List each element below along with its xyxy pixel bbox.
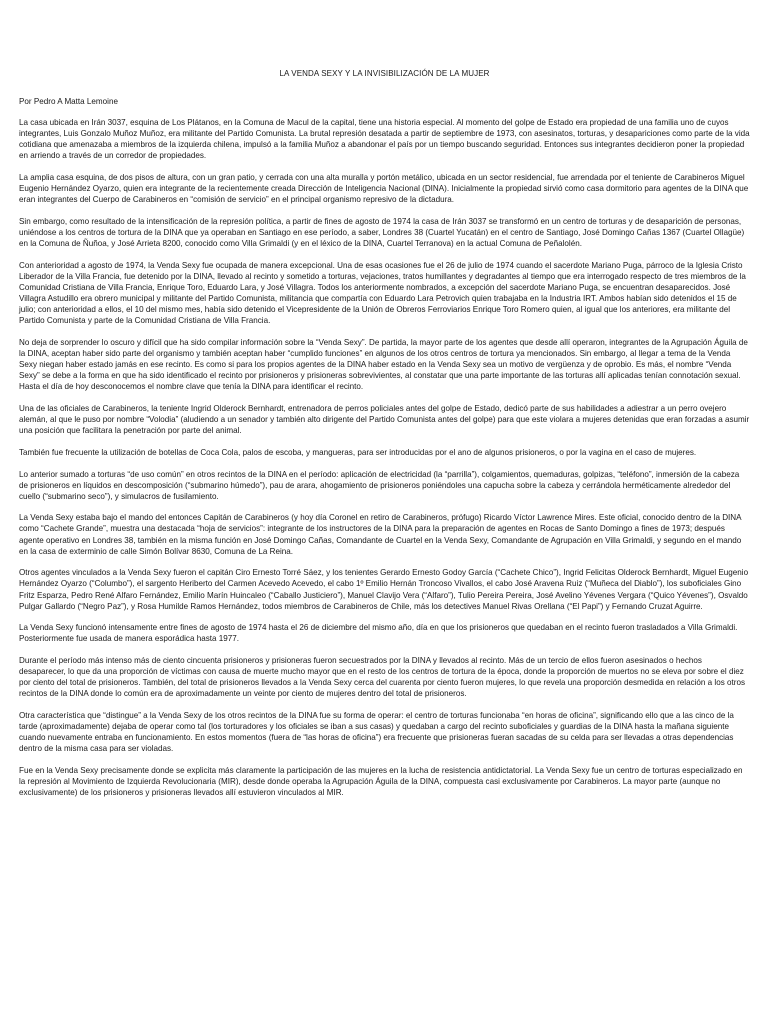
paragraph-9: La Venda Sexy estaba bajo el mando del entonces Capitán de Carabineros (y hoy día Coronel en retiro de Carabineros, prófugo) Ricardo Víctor Lawrence Mires. Este oficial, conocido dentro de la DINA como “Cachete Grande”, muestra una destacada “hoja de servicios”: integrante de los instructores de la DINA para la preparación de agentes en Rocas de Santo Domingo a fines de 1973; después agente operativo en Londres 38, también en la misma función en José Domingo Cañas, Comandante de Cuartel en la Venda Sexy, Comandante de Agrupación en Villa Grimaldi, y segundo en el mando en la casa de exterminio de calle Simón Bolívar 8630, Comuna de La Reina. xyxy=(19,513,742,556)
paragraph-14: Fue en la Venda Sexy precisamente donde se explicita más claramente la participación de las mujeres en la lucha de resistencia antidictatorial. La Venda Sexy fue un centro de torturas especializado en la represión al Movimiento de Izquierda Revolucionaria (MIR), desde donde operaba la Agrupación Águila de la DINA, compuesta casi exclusivamente por Carabineros. La mayor parte (aunque no exclusivamente) de los prisioneros y prisioneras llevados allí estuvieron vinculados al MIR. xyxy=(19,766,743,798)
paragraph-10: Otros agentes vinculados a la Venda Sexy fueron el capitán Ciro Ernesto Torré Sáez, y los tenientes Gerardo Ernesto Godoy García (“Cachete Chico”), Ingrid Felicitas Olderock Bernhardt, Miguel Eugenio Hernández Oyarzo (“Columbo”), el sargento Heriberto del Carmen Acevedo Acevedo, el cabo 1º Emilio Hernán Troncoso Vivallos, el cabo José Aravena Ruiz (“Muñeca del Diablo”), los suboficiales Gino Fritz Esparza, Pedro René Alfaro Fernández, Emilio Marín Huincaleo (“Caballo Justiciero”), Manuel Clavijo Vera (“Alfaro”), Tulio Pereira Pereira, José Avelino Yévenes Vergara (“Quico Yévenes”), Osvaldo Pulgar Gallardo (“Negro Paz”), y Rosa Humilde Ramos Hernández, todos miembros de Carabineros de Chile, más los detectives Manuel Rivas Orellana (“El Papi”) y Fernando Cruzat Aguirre. xyxy=(19,568,749,611)
paragraph-4: Con anterioridad a agosto de 1974, la Venda Sexy fue ocupada de manera excepcional. Una de esas ocasiones fue el 26 de julio de 1974 cuando el sacerdote Mariano Puga, párroco de la Iglesia Cristo Liberador de la Villa Francia, fue detenido por la DINA, llevado al recinto y sometido a torturas, vejaciones, tratos humillantes y degradantes al tiempo que era interrogado respecto de tres miembros de la Comunidad Cristiana de Villa Francia, Enrique Toro, Eduardo Lara, y José Villagra. Todos los anteriormente nombrados, a excepción del sacerdote Mariano Puga, se encuentran desaparecidos. José Villagra Astudillo era obrero municipal y militante del Partido Comunista, militancia que compartía con Eduardo Lara Petrovich quien trabajaba en la Industria IRT. Ambos habían sido detenidos el 15 de julio; con anterioridad a ellos, el 10 del mismo mes, había sido detenido el Vicepresidente de la Unión de Obreros Ferroviarios Enrique Toro Romero quien, al igual que los anteriores, era militante del Partido Comunista y parte de la Comunidad Cristiana de Villa Francia. xyxy=(19,260,746,326)
paragraph-1: La casa ubicada en Irán 3037, esquina de Los Plátanos, en la Comuna de Macul de la capital, tiene una historia especial. Al momento del golpe de Estado era propiedad de una familia uno de cuyos integrantes, Luis Gonzalo Muñoz Muñoz, era militante del Partido Comunista. La brutal represión desatada a partir de septiembre de 1973, con asesinatos, torturas, y desapariciones como parte de la vida cotidiana que amenazaba a miembros de la izquierda chilena, impulsó a la familia Muñoz a abandonar el país por un tiempo buscando seguridad. Entonces sus integrantes decidieron poner la propiedad en arriendo a través de un corredor de propiedades. xyxy=(19,118,750,161)
paragraph-11: La Venda Sexy funcionó intensamente entre fines de agosto de 1974 hasta el 26 de diciembre del mismo año, día en que los prisioneros que quedaban en el recinto fueron trasladados a Villa Grimaldi. Posteriormente fue usada de manera esporádica hasta 1977. xyxy=(19,623,738,644)
paragraph-7: También fue frecuente la utilización de botellas de Coca Cola, palos de escoba, y mangueras, para ser introducidas por el ano de algunos prisioneros, o por la vagina en el caso de mujeres. xyxy=(19,447,697,457)
document-author: Por Pedro A Matta Lemoine xyxy=(19,97,118,106)
document-title: LA VENDA SEXY Y LA INVISIBILIZACIÓN DE LA MUJER xyxy=(279,69,490,78)
paragraph-5: No deja de sorprender lo oscuro y difícil que ha sido compilar información sobre la “Venda Sexy”. De partida, la mayor parte de los agentes que desde allí operaron, integrantes de la Agrupación Águila de la DINA, aceptan haber sido parte del organismo y también aceptan haber “cumplido funciones” en algunos de los otros centros de tortura ya mencionados. Sin embargo, al llegar a tema de la Venda Sexy niegan haber estado jamás en ese recinto. Es como si para los propios agentes de la DINA haber estado en la Venda Sexy sea un motivo de vergüenza y de oprobio. Es más, el nombre “Venda Sexy” se debe a la forma en que ha sido identificado el recinto por prisioneros y prisioneras sobrevivientes, al constatar que una parte importante de las torturas allí aplicadas tenían connotación sexual. Hasta el día de hoy desconocemos el nombre clave que tenía la DINA para identificar el recinto. xyxy=(19,337,748,392)
paragraph-13: Otra característica que “distingue” a la Venda Sexy de los otros recintos de la DINA fue su forma de operar: el centro de torturas funcionaba “en horas de oficina”, significando ello que a las cinco de la tarde (aproximadamente) dejaba de operar como tal (los torturadores y los oficiales se iban a sus casas) y quedaban a cargo del recinto suboficiales y guardias de la DINA hasta la mañana siguiente cuando nuevamente entraba en funcionamiento. En estos momentos (fuera de “las horas de oficina”) era frecuente que prisioneras fueran sacadas de su celda para ser llevadas a otras dependencias dentro de la misma casa para ser violadas. xyxy=(19,711,734,754)
paragraph-8: Lo anterior sumado a torturas “de uso común” en otros recintos de la DINA en el período: aplicación de electricidad (la “parrilla”), colgamientos, quemaduras, golpizas, “teléfono”, inmersión de la cabeza de prisioneros en líquidos en descomposición (“submarino húmedo”), pau de arara, ahogamiento de prisioneros poniéndoles una capucha sobre la cabeza y cerrándola herméticamente alrededor del cuello (“submarino seco”), y simulacros de fusilamiento. xyxy=(19,469,740,501)
paragraph-2: La amplia casa esquina, de dos pisos de altura, con un gran patio, y cerrada con una alta muralla y portón metálico, ubicada en un sector residencial, fue arrendada por el teniente de Carabineros Miguel Eugenio Hernández Oyarzo, quien era integrante de la recientemente creada Dirección de Inteligencia Nacional (DINA). Inicialmente la propiedad sirvió como casa dormitorio para agentes de la DINA que eran integrantes del Cuerpo de Carabineros en “comisión de servicio” en el principal organismo represivo de la dictadura. xyxy=(19,172,749,205)
paragraph-12: Durante el período más intenso más de ciento cincuenta prisioneros y prisioneras fueron secuestrados por la DINA y llevados al recinto. Más de un tercio de ellos fueron asesinados o hechos desaparecer, lo que da una proporción de víctimas con causa de muerte mucho mayor que en el resto de los centros de tortura de la época, donde la proporción de muertos no se eleva por sobre el diez por ciento del total de prisioneros. También, del total de prisioneros llevados a la Venda Sexy cerca del cuarenta por ciento fueron mujeres, lo que revela una proporción desmedida en relación a los otros recintos de la DINA donde lo común era de aproximadamente un veinte por ciento de mujeres dentro del total de prisioneros. xyxy=(19,656,746,699)
paragraph-3: Sin embargo, como resultado de la intensificación de la represión política, a partir de fines de agosto de 1974 la casa de Irán 3037 se transformó en un centro de torturas y de desaparición de personas, uniéndose a los centros de tortura de la DINA que ya operaban en Santiago en ese período, a saber, Londres 38 (Cuartel Yucatán) en el centro de Santiago, José Domingo Cañas 1367 (Cuartel Ollagüe) en la Comuna de Ñuñoa, y José Arrieta 8200, conocido como Villa Grimaldi (y en el léxico de la DINA, Cuartel Terranova) en la actual Comuna de Peñalolén. xyxy=(19,216,745,249)
paragraph-6: Una de las oficiales de Carabineros, la teniente Ingrid Olderock Bernhardt, entrenadora de perros policiales antes del golpe de Estado, dedicó parte de sus habilidades a adiestrar a un perro ovejero alemán, al que le puso por nombre “Volodia” (aludiendo a un senador y también alto dirigente del Partido Comunista antes del golpe) para que este violara a mujeres detenidas que eran forzadas a asumir una posición que facilitara la penetración por parte del animal. xyxy=(19,403,750,436)
